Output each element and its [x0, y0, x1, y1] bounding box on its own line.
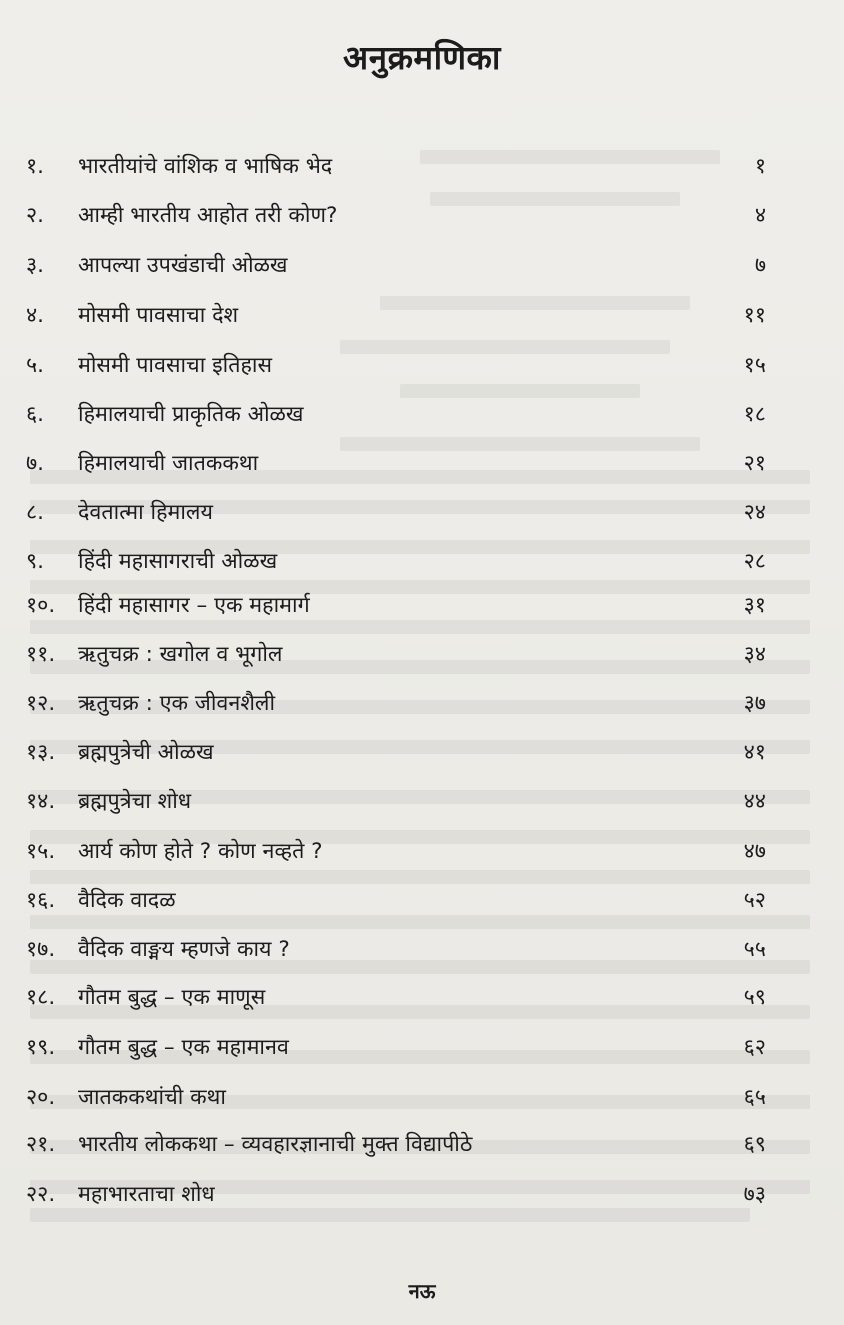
toc-entry-number: ३. — [26, 252, 45, 278]
toc-entry-title: हिमालयाची जातककथा — [78, 450, 259, 476]
toc-entry-page: ५९ — [743, 984, 766, 1010]
toc-entry-page: २१ — [743, 450, 766, 476]
toc-entry-title: ऋतुचक्र : एक जीवनशैली — [78, 690, 276, 716]
toc-entry-number: १४. — [26, 788, 56, 814]
toc-entry-number: १९. — [26, 1034, 56, 1060]
toc-entry-page: १८ — [743, 401, 766, 427]
toc-entry-page: ६५ — [743, 1084, 766, 1110]
toc-entry — [26, 879, 766, 919]
toc-entry-title: वैदिक वादळ — [78, 887, 176, 913]
page-title: अनुक्रमणिका — [343, 38, 501, 77]
toc-entry — [26, 194, 766, 234]
toc-entry-page: ११ — [743, 302, 766, 328]
toc-entry — [26, 442, 766, 482]
toc-entry-title: आर्य कोण होते ? कोण नव्हते ? — [78, 838, 323, 864]
toc-entry-title: भारतीयांचे वांशिक व भाषिक भेद — [78, 153, 333, 179]
toc-entry-page: ७ — [754, 252, 766, 278]
toc-entry-page: ६२ — [743, 1034, 766, 1060]
toc-entry-title: गौतम बुद्ध – एक माणूस — [78, 984, 266, 1010]
toc-entry — [26, 1026, 766, 1066]
toc-entry-number: २. — [26, 202, 45, 228]
toc-entry — [26, 244, 766, 284]
toc-entry-number: १०. — [26, 592, 56, 618]
toc-entry-title: जातककथांची कथा — [78, 1084, 226, 1110]
toc-entry-number: ९. — [26, 548, 45, 574]
toc-entry-title: हिमालयाची प्राकृतिक ओळख — [78, 401, 304, 427]
toc-entry-page: ३४ — [743, 641, 766, 667]
toc-entry — [26, 1123, 766, 1163]
toc-entry — [26, 344, 766, 384]
toc-entry-number: १. — [26, 153, 45, 179]
toc-entry-number: १३. — [26, 739, 56, 765]
toc-entry — [26, 1173, 766, 1213]
toc-entry — [26, 393, 766, 433]
toc-entry-title: ऋतुचक्र : खगोल व भूगोल — [78, 641, 283, 667]
toc-entry-page: ३१ — [743, 592, 766, 618]
toc-entry-page: ४ — [754, 202, 766, 228]
toc-entry — [26, 928, 766, 968]
toc-entry-title: ब्रह्मपुत्रेचा शोध — [78, 788, 192, 814]
toc-entry — [26, 540, 766, 580]
toc-entry — [26, 1076, 766, 1116]
toc-entry — [26, 682, 766, 722]
toc-entry-number: २१. — [26, 1131, 56, 1157]
toc-entry-page: २८ — [743, 548, 766, 574]
toc-entry — [26, 491, 766, 531]
toc-entry-number: ११. — [26, 641, 56, 667]
toc-entry — [26, 145, 766, 185]
toc-entry-title: ब्रह्मपुत्रेची ओळख — [78, 739, 214, 765]
toc-entry-number: १८. — [26, 984, 56, 1010]
toc-entry-number: १२. — [26, 690, 56, 716]
toc-entry-title: वैदिक वाङ्मय म्हणजे काय ? — [78, 936, 290, 962]
toc-entry-title: आम्ही भारतीय आहोत तरी कोण? — [78, 202, 338, 228]
toc-entry-page: ३७ — [743, 690, 766, 716]
toc-entry — [26, 633, 766, 673]
toc-entry-number: ६. — [26, 401, 45, 427]
toc-entry-page: ५५ — [743, 936, 766, 962]
toc-entry-number: १५. — [26, 838, 56, 864]
toc-entry-title: मोसमी पावसाचा देश — [78, 302, 239, 328]
toc-entry-number: १६. — [26, 887, 56, 913]
toc-entry-page: १ — [754, 153, 766, 179]
toc-entry-page: २४ — [743, 499, 766, 525]
toc-entry-title: भारतीय लोककथा – व्यवहारज्ञानाची मुक्त विद्यापीठे — [78, 1131, 473, 1157]
toc-entry — [26, 976, 766, 1016]
toc-entry-title: मोसमी पावसाचा इतिहास — [78, 352, 273, 378]
toc-entry-number: ८. — [26, 499, 45, 525]
toc-entry-title: हिंदी महासागर – एक महामार्ग — [78, 592, 310, 618]
toc-entry — [26, 780, 766, 820]
toc-entry — [26, 294, 766, 334]
toc-entry-page: ५२ — [743, 887, 766, 913]
toc-entry — [26, 830, 766, 870]
toc-entry-page: ७३ — [743, 1181, 766, 1207]
toc-entry-number: ४. — [26, 302, 45, 328]
toc-entry-number: २२. — [26, 1181, 56, 1207]
toc-entry — [26, 731, 766, 771]
toc-entry-title: हिंदी महासागराची ओळख — [78, 548, 278, 574]
toc-entry-page: ६९ — [743, 1131, 766, 1157]
toc-entry-number: ७. — [26, 450, 45, 476]
toc-entry-title: गौतम बुद्ध – एक महामानव — [78, 1034, 289, 1060]
toc-entry-title: आपल्या उपखंडाची ओळख — [78, 252, 288, 278]
toc-entry-page: ४७ — [743, 838, 766, 864]
toc-entry-title: देवतात्मा हिमालय — [78, 499, 213, 525]
toc-entry-page: ४४ — [743, 788, 766, 814]
toc-entry-number: ५. — [26, 352, 45, 378]
toc-entry-title: महाभारताचा शोध — [78, 1181, 215, 1207]
toc-entry — [26, 584, 766, 624]
toc-entry-page: १५ — [743, 352, 766, 378]
toc-entry-number: २०. — [26, 1084, 56, 1110]
toc-entry-number: १७. — [26, 936, 56, 962]
toc-entry-page: ४१ — [743, 739, 766, 765]
page-number: नऊ — [408, 1279, 436, 1303]
